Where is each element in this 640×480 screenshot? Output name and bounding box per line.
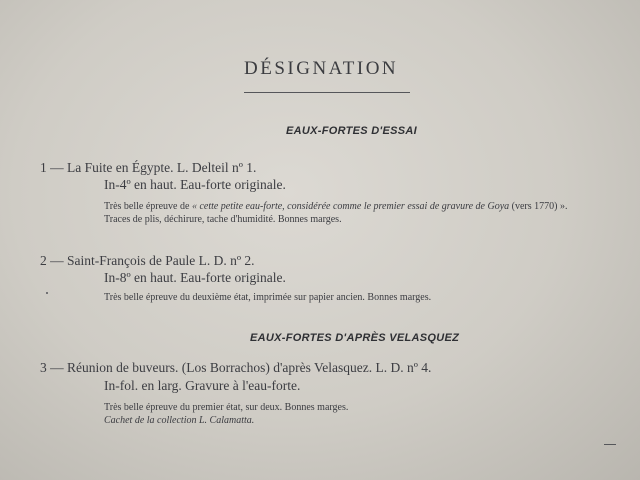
page-marker-dash [604,444,616,445]
entry-3-note: Très belle épreuve du premier état, sur deux. Bonnes marges. [104,402,349,413]
entry-2-note: Très belle épreuve du deuxième état, imprimée sur papier ancien. Bonnes marges. [104,292,432,303]
entry-1-note-line2: Traces de plis, déchirure, tache d'humidité. Bonnes marges. [104,214,342,225]
entry-1-note-quote: « cette petite eau-forte, considérée comme le premier essai de gravure de Goya [191,201,510,212]
entry-3-heading: 3 — Réunion de buveurs. (Los Borrachos) d'après Velasquez. L. D. nº 4. [40,360,432,375]
entry-1-note-prefix: Très belle épreuve de [104,201,192,212]
title-divider [244,92,410,93]
page-title: DÉSIGNATION [244,58,399,79]
section-heading-essai: EAUX-FORTES D'ESSAI [286,125,417,137]
entry-1-note [104,201,567,212]
entry-1-format: In-4º en haut. Eau-forte originale. [104,177,286,192]
entry-1-heading: 1 — La Fuite en Égypte. L. Delteil nº 1. [40,160,257,175]
entry-3-note-line2: Cachet de la collection L. Calamatta. [104,415,255,426]
section-heading-velasquez: EAUX-FORTES D'APRÈS VELASQUEZ [250,332,460,344]
entry-1-note-suffix: (vers 1770) ». [509,201,568,212]
entry-3-format: In-fol. en larg. Gravure à l'eau-forte. [104,378,301,393]
entry-2-heading: 2 — Saint-François de Paule L. D. nº 2. [40,253,255,268]
entry-2-format: In-8º en haut. Eau-forte originale. [104,270,286,285]
ink-dot [46,292,48,294]
